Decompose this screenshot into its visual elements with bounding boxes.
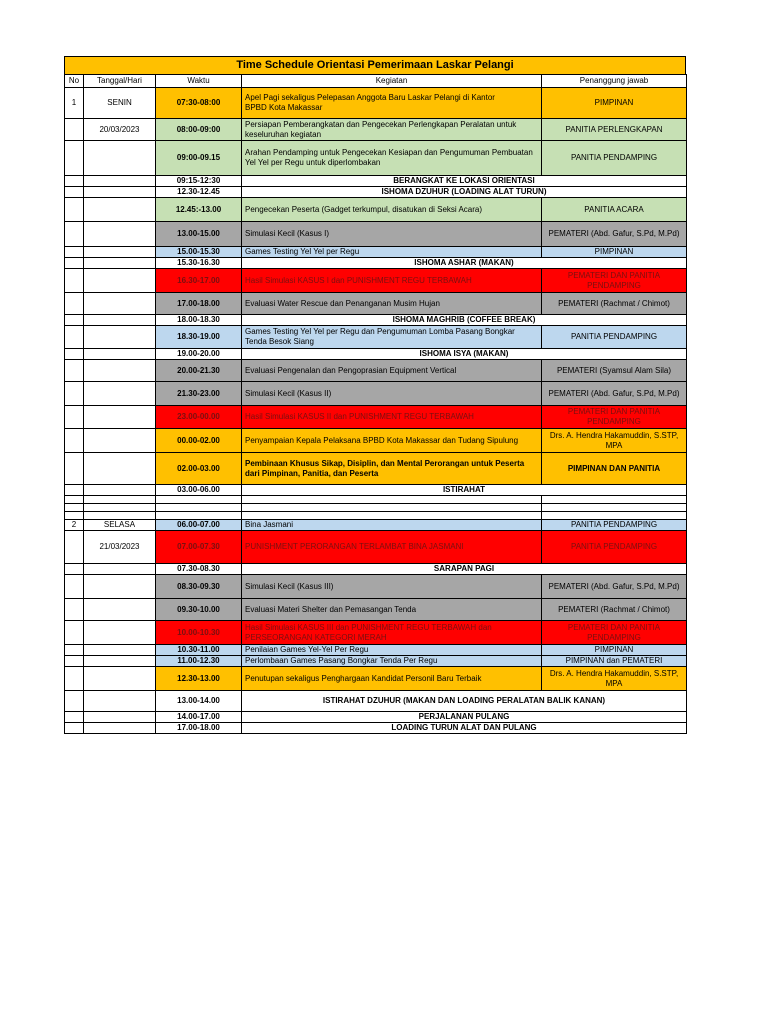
row-activity: Hasil Simulasi KASUS I dan PUNISHMENT REGU TERBAWAH: [242, 269, 542, 293]
row-time: 09:15-12:30: [156, 176, 242, 187]
table-row: [65, 621, 687, 645]
row-day: 20/03/2023: [84, 119, 156, 141]
row-pic: PANITIA PERLENGKAPAN: [542, 119, 687, 141]
row-day: [84, 691, 156, 712]
row-day: [84, 198, 156, 222]
row-day: [84, 258, 156, 269]
row-pic: PANITIA ACARA: [542, 198, 687, 222]
row-time: 13.00-15.00: [156, 222, 242, 247]
row-activity: Evaluasi Water Rescue dan Penanganan Musim Hujan: [242, 293, 542, 315]
row-number: [65, 712, 84, 723]
table-row: [65, 496, 687, 504]
row-day: [84, 382, 156, 406]
row-time: 10.00-10.30: [156, 621, 242, 645]
row-activity: Persiapan Pemberangkatan dan Pengecekan Perlengkapan Peralatan untuk keseluruhan kegiatan: [242, 119, 542, 141]
row-time: [156, 512, 242, 520]
row-pic: PEMATERI (Abd. Gafur, S.Pd, M.Pd): [542, 382, 687, 406]
row-number: [65, 531, 84, 564]
row-pic: [542, 512, 687, 520]
row-day: [84, 293, 156, 315]
row-time: 00.00-02.00: [156, 429, 242, 453]
row-time: 02.00-03.00: [156, 453, 242, 485]
row-activity: Simulasi Kecil (Kasus I): [242, 222, 542, 247]
row-activity: ISTIRAHAT: [242, 485, 687, 496]
row-activity: PUNISHMENT PERORANGAN TERLAMBAT BINA JASMANI: [242, 531, 542, 564]
row-activity: Penutupan sekaligus Penghargaan Kandidat Personil Baru Terbaik: [242, 667, 542, 691]
row-activity: [242, 496, 542, 504]
row-time: 06.00-07.00: [156, 520, 242, 531]
row-time: 18.30-19.00: [156, 326, 242, 349]
table-row: [65, 269, 687, 293]
table-row: [65, 531, 687, 564]
row-day: [84, 712, 156, 723]
row-activity: ISHOMA ASHAR (MAKAN): [242, 258, 687, 269]
schedule-body: [65, 88, 687, 734]
schedule-sheet: [64, 56, 686, 734]
row-day: [84, 621, 156, 645]
row-activity: Perlombaan Games Pasang Bongkar Tenda Per Regu: [242, 656, 542, 667]
row-time: 18.00-18.30: [156, 315, 242, 326]
row-number: [65, 656, 84, 667]
table-row: [65, 453, 687, 485]
table-row: [65, 667, 687, 691]
row-day: [84, 222, 156, 247]
row-activity: ISHOMA DZUHUR (LOADING ALAT TURUN): [242, 187, 687, 198]
row-number: 2: [65, 520, 84, 531]
table-row: [65, 187, 687, 198]
row-number: [65, 429, 84, 453]
row-pic: PIMPINAN: [542, 88, 687, 119]
table-row: [65, 723, 687, 734]
row-day: [84, 645, 156, 656]
row-day: [84, 512, 156, 520]
table-row: [65, 326, 687, 349]
row-time: [156, 504, 242, 512]
row-activity: PERJALANAN PULANG: [242, 712, 687, 723]
table-row: [65, 349, 687, 360]
table-row: [65, 691, 687, 712]
row-number: [65, 453, 84, 485]
table-row: [65, 141, 687, 176]
row-time: 14.00-17.00: [156, 712, 242, 723]
row-pic: PANITIA PENDAMPING: [542, 531, 687, 564]
row-activity: Evaluasi Pengenalan dan Pengoprasian Equipment Vertical: [242, 360, 542, 382]
row-time: 11.00-12.30: [156, 656, 242, 667]
table-row: [65, 520, 687, 531]
table-row: [65, 119, 687, 141]
row-day: [84, 141, 156, 176]
table-row: [65, 485, 687, 496]
row-activity: BERANGKAT KE LOKASI ORIENTASI: [242, 176, 687, 187]
table-row: [65, 575, 687, 599]
row-number: [65, 315, 84, 326]
row-time: 12.45:-13.00: [156, 198, 242, 222]
row-activity: ISTIRAHAT DZUHUR (MAKAN DAN LOADING PERALATAN BALIK KANAN): [242, 691, 687, 712]
row-number: [65, 141, 84, 176]
row-day: [84, 485, 156, 496]
row-day: [84, 360, 156, 382]
header-row: [65, 75, 687, 88]
row-number: 1: [65, 88, 84, 119]
row-time: 13.00-14.00: [156, 691, 242, 712]
table-row: [65, 198, 687, 222]
header-pic: Penanggung jawab: [542, 75, 687, 88]
row-day: [84, 504, 156, 512]
row-activity: Penilaian Games Yel-Yel Per Regu: [242, 645, 542, 656]
table-row: [65, 360, 687, 382]
row-pic: [542, 496, 687, 504]
row-day: [84, 564, 156, 575]
row-pic: Drs. A. Hendra Hakamuddin, S.STP, MPA: [542, 429, 687, 453]
row-activity: Penyampaian Kepala Pelaksana BPBD Kota Makassar dan Tudang Sipulung: [242, 429, 542, 453]
row-activity: Hasil Simulasi KASUS III dan PUNISHMENT REGU TERBAWAH dan PERSEORANGAN KATEGORI MERAH: [242, 621, 542, 645]
row-time: 17.00-18.00: [156, 723, 242, 734]
row-pic: PEMATERI (Rachmat / Chimot): [542, 599, 687, 621]
row-day: [84, 575, 156, 599]
table-row: [65, 656, 687, 667]
row-number: [65, 360, 84, 382]
table-row: [65, 88, 687, 119]
row-time: 21.30-23.00: [156, 382, 242, 406]
row-activity: LOADING TURUN ALAT DAN PULANG: [242, 723, 687, 734]
row-day: [84, 326, 156, 349]
header-time: Waktu: [156, 75, 242, 88]
row-day: [84, 496, 156, 504]
row-time: 23.00-00.00: [156, 406, 242, 429]
row-time: 12.30-12.45: [156, 187, 242, 198]
row-number: [65, 406, 84, 429]
row-activity: Evaluasi Materi Shelter dan Pemasangan Tenda: [242, 599, 542, 621]
table-row: [65, 315, 687, 326]
row-time: 07:30-08:00: [156, 88, 242, 119]
row-number: [65, 119, 84, 141]
schedule-title: Time Schedule Orientasi Pemerimaan Laskar Pelangi: [64, 56, 686, 75]
table-row: [65, 293, 687, 315]
row-time: 10.30-11.00: [156, 645, 242, 656]
table-row: [65, 712, 687, 723]
row-number: [65, 485, 84, 496]
header-activity: Kegiatan: [242, 75, 542, 88]
row-activity: ISHOMA ISYA (MAKAN): [242, 349, 687, 360]
row-pic: PEMATERI (Abd. Gafur, S.Pd, M.Pd): [542, 222, 687, 247]
row-number: [65, 564, 84, 575]
row-number: [65, 382, 84, 406]
row-number: [65, 187, 84, 198]
table-row: [65, 222, 687, 247]
row-number: [65, 575, 84, 599]
row-number: [65, 645, 84, 656]
row-activity: Pembinaan Khusus Sikap, Disiplin, dan Mental Perorangan untuk Peserta dari Pimpinan, Panitia, dan Peserta: [242, 453, 542, 485]
row-number: [65, 512, 84, 520]
row-day: [84, 599, 156, 621]
row-time: 12.30-13.00: [156, 667, 242, 691]
row-number: [65, 723, 84, 734]
row-activity: [242, 504, 542, 512]
header-no: No: [65, 75, 84, 88]
row-pic: [542, 504, 687, 512]
row-day: [84, 187, 156, 198]
row-pic: PEMATERI DAN PANITIA PENDAMPING: [542, 269, 687, 293]
row-number: [65, 176, 84, 187]
row-pic: PANITIA PENDAMPING: [542, 520, 687, 531]
table-row: [65, 599, 687, 621]
row-number: [65, 599, 84, 621]
row-activity: SARAPAN PAGI: [242, 564, 687, 575]
row-day: [84, 723, 156, 734]
table-row: [65, 512, 687, 520]
row-time: 07.30-08.30: [156, 564, 242, 575]
row-number: [65, 198, 84, 222]
table-row: [65, 382, 687, 406]
row-time: 16.30-17.00: [156, 269, 242, 293]
row-time: 08:00-09:00: [156, 119, 242, 141]
row-number: [65, 496, 84, 504]
row-activity: Games Testing Yel Yel per Regu: [242, 247, 542, 258]
row-activity: Bina Jasmani: [242, 520, 542, 531]
row-activity: Simulasi Kecil (Kasus II): [242, 382, 542, 406]
row-day: [84, 315, 156, 326]
row-day: [84, 247, 156, 258]
table-row: [65, 645, 687, 656]
row-day: [84, 429, 156, 453]
row-day: [84, 269, 156, 293]
table-row: [65, 258, 687, 269]
row-pic: PEMATERI DAN PANITIA PENDAMPING: [542, 621, 687, 645]
row-day: [84, 176, 156, 187]
row-pic: PIMPINAN: [542, 645, 687, 656]
row-pic: Drs. A. Hendra Hakamuddin, S.STP, MPA: [542, 667, 687, 691]
row-number: [65, 247, 84, 258]
row-time: 09.30-10.00: [156, 599, 242, 621]
row-pic: PEMATERI (Syamsul Alam Sila): [542, 360, 687, 382]
row-pic: PEMATERI DAN PANITIA PENDAMPING: [542, 406, 687, 429]
row-number: [65, 293, 84, 315]
table-row: [65, 247, 687, 258]
row-day: [84, 349, 156, 360]
table-row: [65, 406, 687, 429]
row-time: 15.30-16.30: [156, 258, 242, 269]
schedule-table: [64, 74, 687, 734]
row-activity: Simulasi Kecil (Kasus III): [242, 575, 542, 599]
row-time: 15.00-15.30: [156, 247, 242, 258]
row-day: [84, 656, 156, 667]
row-day: 21/03/2023: [84, 531, 156, 564]
row-activity: Arahan Pendamping untuk Pengecekan Kesiapan dan Pengumuman Pembuatan Yel Yel per Regu untuk diperlombakan: [242, 141, 542, 176]
table-row: [65, 504, 687, 512]
row-activity: Apel Pagi sekaligus Pelepasan Anggota Baru Laskar Pelangi di Kantor BPBD Kota Makassar: [242, 88, 542, 119]
row-time: 09:00-09.15: [156, 141, 242, 176]
header-day: Tanggal/Hari: [84, 75, 156, 88]
row-time: 08.30-09.30: [156, 575, 242, 599]
row-pic: PEMATERI (Rachmat / Chimot): [542, 293, 687, 315]
row-day: [84, 667, 156, 691]
row-pic: PANITIA PENDAMPING: [542, 326, 687, 349]
row-day: SENIN: [84, 88, 156, 119]
row-time: 17.00-18.00: [156, 293, 242, 315]
row-time: 03.00-06.00: [156, 485, 242, 496]
row-number: [65, 667, 84, 691]
row-activity: Pengecekan Peserta (Gadget terkumpul, disatukan di Seksi Acara): [242, 198, 542, 222]
row-number: [65, 349, 84, 360]
row-activity: Games Testing Yel Yel per Regu dan Pengumuman Lomba Pasang Bongkar Tenda Besok Siang: [242, 326, 542, 349]
row-pic: PIMPINAN: [542, 247, 687, 258]
row-time: 07.00-07.30: [156, 531, 242, 564]
table-row: [65, 176, 687, 187]
table-row: [65, 429, 687, 453]
row-time: 20.00-21.30: [156, 360, 242, 382]
row-activity: [242, 512, 542, 520]
row-pic: PIMPINAN DAN PANITIA: [542, 453, 687, 485]
row-pic: PANITIA PENDAMPING: [542, 141, 687, 176]
row-activity: Hasil Simulasi KASUS II dan PUNISHMENT REGU TERBAWAH: [242, 406, 542, 429]
row-activity: ISHOMA MAGHRIB (COFFEE BREAK): [242, 315, 687, 326]
row-number: [65, 691, 84, 712]
row-day: SELASA: [84, 520, 156, 531]
row-day: [84, 453, 156, 485]
row-day: [84, 406, 156, 429]
table-row: [65, 564, 687, 575]
row-number: [65, 621, 84, 645]
row-pic: PIMPINAN dan PEMATERI: [542, 656, 687, 667]
row-pic: PEMATERI (Abd. Gafur, S.Pd, M.Pd): [542, 575, 687, 599]
row-time: [156, 496, 242, 504]
row-number: [65, 326, 84, 349]
row-number: [65, 269, 84, 293]
row-number: [65, 504, 84, 512]
row-number: [65, 258, 84, 269]
row-time: 19.00-20.00: [156, 349, 242, 360]
row-number: [65, 222, 84, 247]
